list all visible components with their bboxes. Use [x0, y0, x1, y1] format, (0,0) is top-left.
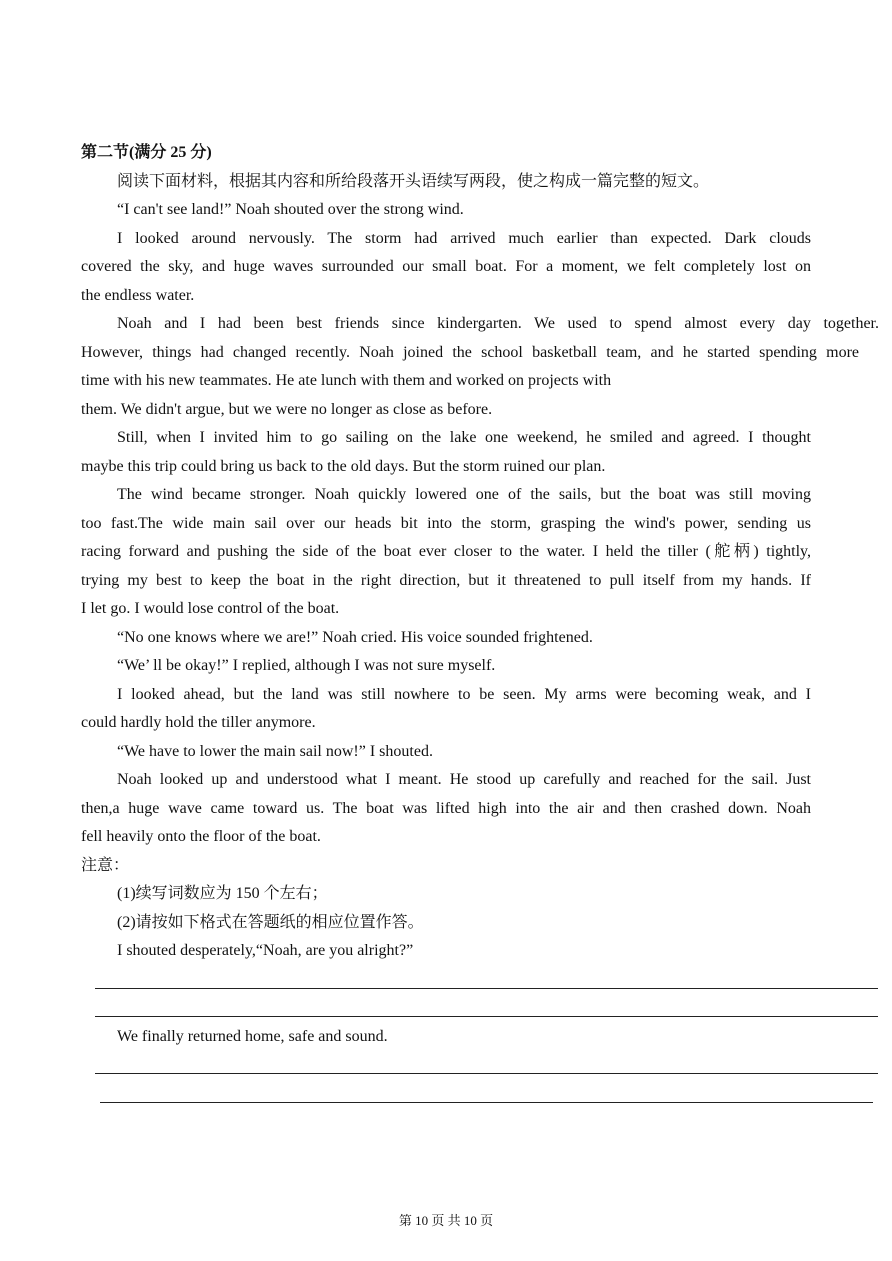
story-line: then,a huge wave came toward us. The boat was lifted high into the air and then crashed down. Noah	[81, 800, 811, 817]
answer-line	[95, 988, 878, 989]
story-line: covered the sky, and huge waves surrounded our small boat. For a moment, we felt completely lost on	[81, 258, 811, 275]
page-footer: 第 10 页 共 10 页	[398, 1213, 494, 1228]
answer-line	[95, 1073, 878, 1074]
story-line: Noah and I had been best friends since kindergarten. We used to spend almost every day together.	[117, 315, 879, 332]
story-line: trying my best to keep the boat in the right direction, but it threatened to pull itself from my hands. If	[81, 572, 811, 589]
story-line: “I can't see land!” Noah shouted over the strong wind.	[117, 201, 464, 218]
story-line: too fast.The wide main sail over our heads bit into the storm, grasping the wind's power, sending us	[81, 515, 811, 532]
paragraph-opening-1: I shouted desperately,“Noah, are you alright?”	[117, 942, 414, 959]
story-line: the endless water.	[81, 287, 195, 304]
answer-line	[95, 1016, 878, 1017]
story-line: time with his new teammates. He ate lunch with them and worked on projects with	[81, 372, 612, 389]
story-line: However, things had changed recently. Noah joined the school basketball team, and he started spending more	[81, 344, 859, 361]
story-line: I looked ahead, but the land was still nowhere to be seen. My arms were becoming weak, and I	[117, 686, 811, 703]
story-line: “We have to lower the main sail now!” I shouted.	[117, 743, 433, 760]
instruction-text: 阅读下面材料，根据其内容和所给段落开头语续写两段，使之构成一篇完整的短文。	[117, 173, 710, 190]
story-line: I let go. I would lose control of the boat.	[81, 600, 340, 617]
note-item: (1)续写词数应为 150 个左右；	[117, 885, 328, 902]
notes-label: 注意：	[81, 857, 130, 874]
section-heading: 第二节(满分 25 分)	[81, 144, 212, 161]
story-line: maybe this trip could bring us back to the old days. But the storm ruined our plan.	[81, 458, 606, 475]
story-line: could hardly hold the tiller anymore.	[81, 714, 316, 731]
answer-line	[100, 1102, 873, 1103]
note-item: (2)请按如下格式在答题纸的相应位置作答。	[117, 914, 424, 931]
story-line: Noah looked up and understood what I meant. He stood up carefully and reached for the sail. Just	[117, 771, 811, 788]
story-line: fell heavily onto the floor of the boat.	[81, 828, 321, 845]
story-line: The wind became stronger. Noah quickly lowered one of the sails, but the boat was still moving	[117, 486, 811, 503]
story-line: I looked around nervously. The storm had arrived much earlier than expected. Dark clouds	[117, 230, 811, 247]
story-line: “No one knows where we are!” Noah cried. His voice sounded frightened.	[117, 629, 593, 646]
story-line: them. We didn't argue, but we were no longer as close as before.	[81, 401, 493, 418]
story-line: racing forward and pushing the side of the boat ever closer to the water. I held the tiller (舵柄) tightly,	[81, 543, 811, 560]
story-line: Still, when I invited him to go sailing on the lake one weekend, he smiled and agreed. I thought	[117, 429, 811, 446]
paragraph-opening-2: We finally returned home, safe and sound.	[117, 1028, 388, 1045]
story-line: “We’ ll be okay!” I replied, although I was not sure myself.	[117, 657, 496, 674]
